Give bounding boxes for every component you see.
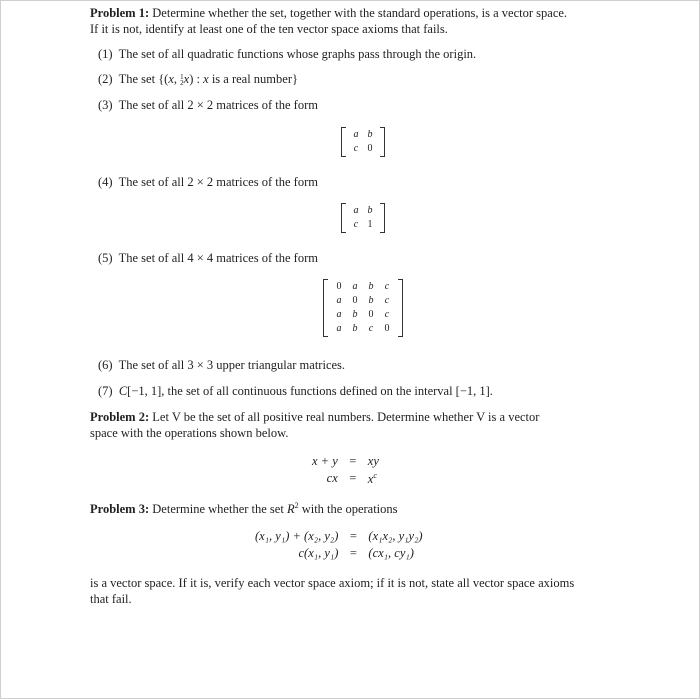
matrix-entry: 0 bbox=[352, 295, 358, 306]
item-4: (4) The set of all 2 × 2 matrices of the form bbox=[98, 175, 318, 189]
matrix-entry: c bbox=[384, 309, 390, 320]
matrix-entry: b bbox=[368, 281, 374, 292]
problem3-line3: that fail. bbox=[90, 592, 132, 606]
problem2-line1: Problem 2: Let V be the set of all positive real numbers. Determine whether V is a vector bbox=[90, 410, 540, 424]
matrix-entry: 0 bbox=[368, 309, 374, 320]
matrix-entry: b bbox=[368, 295, 374, 306]
matrix-item-3: a b c 0 bbox=[341, 127, 385, 157]
item-2: (2) The set {(x, 1 2x) : x is a real number} bbox=[98, 72, 298, 88]
matrix-entry: c bbox=[384, 295, 390, 306]
matrix-item-5 bbox=[323, 279, 403, 337]
problem1-line2: If it is not, identify at least one of the ten vector space axioms that fails. bbox=[90, 22, 448, 36]
fraction-one-half: 1 2 bbox=[180, 73, 184, 88]
matrix-entry: 0 bbox=[336, 281, 342, 292]
matrix-entry: a bbox=[336, 323, 342, 334]
item-1: (1) The set of all quadratic functions whose graphs pass through the origin. bbox=[98, 47, 477, 61]
matrix-entry: a bbox=[336, 309, 342, 320]
item-6: (6) The set of all 3 × 3 upper triangular matrices. bbox=[98, 358, 346, 372]
problem2-line2: space with the operations shown below. bbox=[90, 426, 289, 440]
matrix-entry: c bbox=[368, 323, 374, 334]
matrix-entry: a bbox=[336, 295, 342, 306]
item-3: (3) The set of all 2 × 2 matrices of the form bbox=[98, 98, 318, 112]
problem1-line1: Problem 1: Determine whether the set, together with the standard operations, is a vector space. bbox=[90, 6, 568, 20]
matrix-entry: b bbox=[352, 323, 358, 334]
item-7: (7) C[−1, 1], the set of all continuous functions defined on the interval [−1, 1]. bbox=[98, 384, 493, 398]
matrix-entry: c bbox=[384, 281, 390, 292]
matrix-entry: b bbox=[352, 309, 358, 320]
matrix-entry: a bbox=[352, 281, 358, 292]
matrix-entry: 0 bbox=[384, 323, 390, 334]
item-5: (5) The set of all 4 × 4 matrices of the form bbox=[98, 251, 318, 265]
problem2-equations: x + y = xy cx = $x^c$ bbox=[312, 454, 379, 487]
problem3-line2: is a vector space. If it is, verify each vector space axiom; if it is not, state all vector space axioms bbox=[90, 576, 575, 590]
problem3-line1: Problem 3: Determine whether the set $R^2$ with the operations bbox=[90, 501, 398, 517]
problem3-equations: (x₁, y₁) + (x₂, y₂) = (x₁x₂, y₁y₂) c(x₁, y₁) = (cx₁, cy₁) bbox=[255, 529, 423, 560]
matrix-item-4: a b c 1 bbox=[341, 203, 385, 233]
